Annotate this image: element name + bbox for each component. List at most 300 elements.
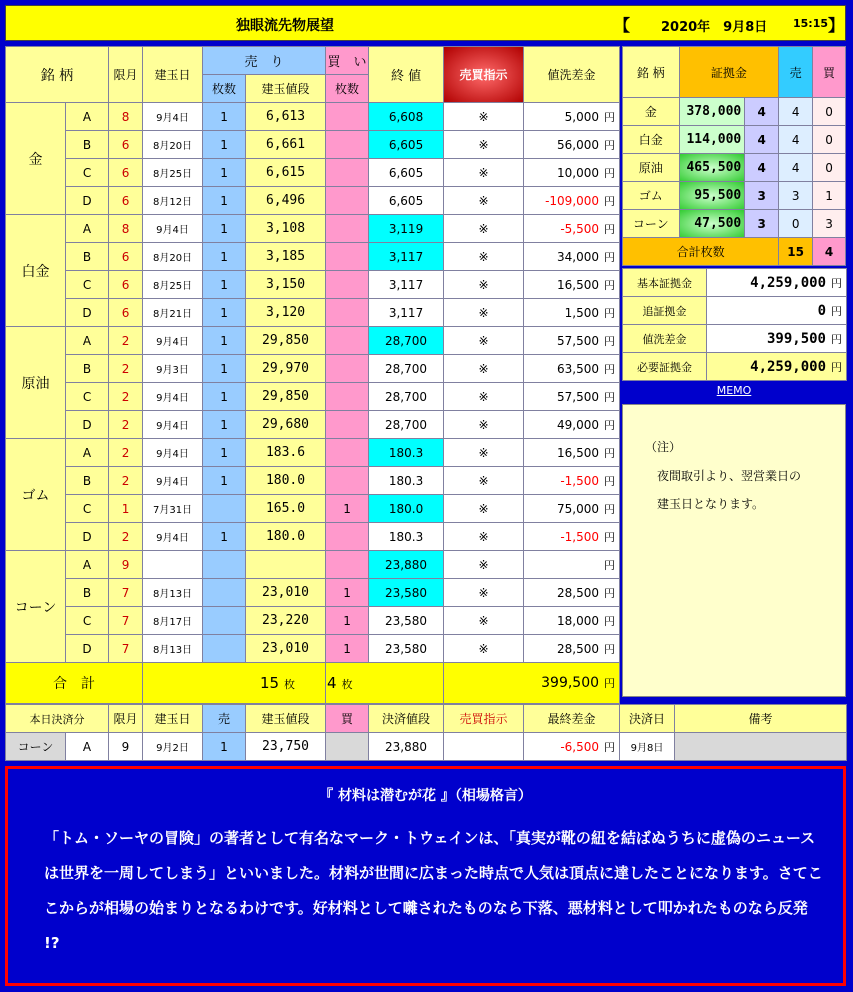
sell-qty: 1	[203, 131, 246, 159]
diff-cell	[524, 187, 620, 215]
position-row	[6, 131, 620, 159]
position-row	[6, 355, 620, 383]
margin-qty: 4	[745, 126, 779, 154]
instruction-mark: ※	[444, 271, 524, 299]
diff-value: 63,500	[557, 361, 600, 376]
position-row	[6, 299, 620, 327]
contract-month: 6	[109, 131, 143, 159]
margin-row	[623, 182, 846, 210]
close-price: 180.0	[369, 495, 444, 523]
summary-yen: 円	[831, 276, 842, 290]
buy-qty	[326, 523, 369, 551]
open-date: 9月4日	[143, 439, 203, 467]
close-price: 28,700	[369, 383, 444, 411]
buy-qty	[326, 355, 369, 383]
diff-cell	[524, 131, 620, 159]
diff-cell	[524, 383, 620, 411]
margin-col-sell: 売	[779, 47, 813, 98]
contract-letter: B	[66, 355, 109, 383]
diff-value: 10,000	[557, 165, 600, 180]
summary-value-cell	[707, 297, 847, 325]
margin-col-name: 銘 柄	[623, 47, 680, 98]
instruction-mark: ※	[444, 355, 524, 383]
contract-month: 8	[109, 215, 143, 243]
memo-line-3: 建玉日となります。	[657, 497, 765, 511]
buy-qty: 1	[326, 635, 369, 663]
summary-label: 基本証拠金	[623, 269, 707, 297]
diff-value: 57,500	[557, 389, 600, 404]
diff-value: 28,500	[557, 585, 600, 600]
contract-month: 2	[109, 411, 143, 439]
settled-settle: 23,880	[369, 733, 444, 761]
contract-letter: B	[66, 131, 109, 159]
summary-value: 399,500	[766, 330, 826, 347]
summary-row	[623, 297, 847, 325]
total-buy-unit: 枚	[341, 678, 353, 691]
diff-yen: 円	[604, 334, 616, 348]
instruction-mark: ※	[444, 467, 524, 495]
close-price: 3,117	[369, 243, 444, 271]
margin-col-amount: 証拠金	[679, 47, 779, 98]
diff-cell	[524, 551, 620, 579]
sell-qty	[203, 495, 246, 523]
open-date: 8月20日	[143, 131, 203, 159]
diff-value: 56,000	[557, 137, 600, 152]
contract-letter: B	[66, 579, 109, 607]
open-price: 3,120	[246, 299, 326, 327]
diff-value: -1,500	[560, 529, 600, 544]
diff-yen: 円	[604, 558, 616, 572]
summary-yen: 円	[831, 332, 842, 346]
open-date: 8月12日	[143, 187, 203, 215]
close-price: 3,117	[369, 299, 444, 327]
positions-table	[5, 46, 620, 704]
open-date: 8月25日	[143, 159, 203, 187]
buy-qty: 1	[326, 607, 369, 635]
contract-letter: A	[66, 215, 109, 243]
open-price: 180.0	[246, 467, 326, 495]
diff-cell	[524, 243, 620, 271]
contract-letter: B	[66, 467, 109, 495]
instruction-mark: ※	[444, 579, 524, 607]
summary-value-cell	[707, 269, 847, 297]
summary-row	[623, 269, 847, 297]
settled-sell: 1	[203, 733, 246, 761]
sell-qty: 1	[203, 439, 246, 467]
date-display: 2020年 9月8日	[661, 20, 768, 35]
contract-month: 2	[109, 383, 143, 411]
buy-qty	[326, 383, 369, 411]
diff-yen: 円	[604, 614, 616, 628]
contract-letter: D	[66, 299, 109, 327]
settled-col-sell: 売	[203, 705, 246, 733]
diff-value: -5,500	[560, 221, 600, 236]
contract-letter: A	[66, 103, 109, 131]
buy-qty	[326, 299, 369, 327]
total-diff-yen: 円	[604, 677, 616, 690]
close-price: 180.3	[369, 467, 444, 495]
summary-yen: 円	[831, 304, 842, 318]
position-row	[6, 607, 620, 635]
instruction-mark: ※	[444, 383, 524, 411]
diff-yen: 円	[604, 138, 616, 152]
diff-yen: 円	[604, 278, 616, 292]
total-sell-qty: 15	[259, 674, 280, 692]
open-price: 29,970	[246, 355, 326, 383]
diff-yen: 円	[604, 446, 616, 460]
open-date: 8月17日	[143, 607, 203, 635]
diff-value: 49,000	[557, 417, 600, 432]
col-sell-qty: 枚数	[203, 75, 246, 103]
buy-qty	[326, 327, 369, 355]
margin-buy: 3	[813, 210, 846, 238]
summary-label: 値洗差金	[623, 325, 707, 353]
contract-month: 6	[109, 243, 143, 271]
contract-letter: B	[66, 243, 109, 271]
open-price: 183.6	[246, 439, 326, 467]
buy-qty	[326, 215, 369, 243]
margin-name: ゴム	[623, 182, 680, 210]
sell-qty: 1	[203, 299, 246, 327]
position-row	[6, 439, 620, 467]
group-name: 原油	[6, 327, 66, 439]
settled-month: 9	[109, 733, 143, 761]
margin-qty: 3	[745, 182, 779, 210]
margin-amount: 114,000	[679, 126, 745, 154]
total-diff-value: 399,500	[541, 675, 600, 691]
buy-qty	[326, 551, 369, 579]
total-label: 合 計	[6, 663, 143, 704]
diff-yen: 円	[604, 166, 616, 180]
open-price: 3,185	[246, 243, 326, 271]
date-open-bracket: 【	[614, 16, 631, 35]
settled-note	[675, 733, 847, 761]
margin-sell: 3	[779, 182, 813, 210]
margin-sell: 0	[779, 210, 813, 238]
margin-qty: 3	[745, 210, 779, 238]
contract-month: 2	[109, 439, 143, 467]
open-date: 9月4日	[143, 103, 203, 131]
memo-title[interactable]: MEMO	[716, 384, 752, 397]
close-price: 23,880	[369, 551, 444, 579]
diff-cell	[524, 579, 620, 607]
diff-cell	[524, 411, 620, 439]
margin-total-sell: 15	[779, 238, 813, 266]
settled-col-date: 建玉日	[143, 705, 203, 733]
sell-qty: 1	[203, 243, 246, 271]
margin-buy: 1	[813, 182, 846, 210]
contract-letter: A	[66, 327, 109, 355]
close-price: 6,605	[369, 131, 444, 159]
close-price: 6,608	[369, 103, 444, 131]
sell-qty: 1	[203, 411, 246, 439]
col-close: 終 値	[369, 47, 444, 103]
position-row	[6, 271, 620, 299]
close-price: 6,605	[369, 159, 444, 187]
title-bar	[5, 5, 846, 41]
contract-letter: D	[66, 411, 109, 439]
open-date	[143, 551, 203, 579]
diff-cell	[524, 439, 620, 467]
settled-table	[5, 704, 847, 761]
contract-letter: D	[66, 523, 109, 551]
close-price: 23,580	[369, 579, 444, 607]
diff-cell	[524, 635, 620, 663]
contract-month: 8	[109, 103, 143, 131]
close-price: 23,580	[369, 635, 444, 663]
contract-month: 2	[109, 523, 143, 551]
open-price: 3,108	[246, 215, 326, 243]
settled-col-label: 本日決済分	[6, 705, 109, 733]
margin-name: 原油	[623, 154, 680, 182]
settled-price: 23,750	[246, 733, 326, 761]
summary-value: 0	[817, 302, 826, 319]
open-date: 8月25日	[143, 271, 203, 299]
position-row	[6, 411, 620, 439]
open-price: 29,850	[246, 383, 326, 411]
time-display: 15:15	[793, 17, 829, 30]
margin-sell: 4	[779, 154, 813, 182]
diff-yen: 円	[604, 502, 616, 516]
diff-value: 75,000	[557, 501, 600, 516]
diff-value: 28,500	[557, 641, 600, 656]
group-name: ゴム	[6, 439, 66, 551]
contract-month: 1	[109, 495, 143, 523]
col-buy-qty: 枚数	[326, 75, 369, 103]
settled-diff: -6,500	[560, 739, 599, 754]
margin-row	[623, 126, 846, 154]
contract-letter: C	[66, 159, 109, 187]
close-price: 180.3	[369, 439, 444, 467]
sell-qty: 1	[203, 103, 246, 131]
diff-yen: 円	[604, 474, 616, 488]
sell-qty: 1	[203, 383, 246, 411]
margin-amount: 47,500	[679, 210, 745, 238]
group-name: コーン	[6, 551, 66, 663]
col-sell: 売 り	[203, 47, 326, 75]
close-price: 3,117	[369, 271, 444, 299]
contract-letter: D	[66, 635, 109, 663]
instruction-mark: ※	[444, 607, 524, 635]
settled-instruction: 23,630	[444, 733, 524, 761]
instruction-mark: ※	[444, 327, 524, 355]
total-diff	[444, 663, 620, 704]
open-price	[246, 551, 326, 579]
diff-yen: 円	[604, 642, 616, 656]
buy-qty: 1	[326, 495, 369, 523]
buy-qty	[326, 159, 369, 187]
diff-cell	[524, 159, 620, 187]
settled-name: コーン	[6, 733, 66, 761]
settled-col-settle: 決済値段	[369, 705, 444, 733]
settled-col-note: 備考	[675, 705, 847, 733]
date-close-bracket: 】	[828, 16, 845, 35]
settled-col-price: 建玉値段	[246, 705, 326, 733]
contract-month: 2	[109, 467, 143, 495]
diff-yen: 円	[604, 306, 616, 320]
diff-cell	[524, 271, 620, 299]
diff-value: 57,500	[557, 333, 600, 348]
total-buy-qty: 4	[327, 674, 337, 692]
summary-value-cell	[707, 325, 847, 353]
summary-label: 必要証拠金	[623, 353, 707, 381]
sell-qty: 1	[203, 523, 246, 551]
margin-qty: 4	[745, 154, 779, 182]
contract-month: 6	[109, 299, 143, 327]
open-price: 29,680	[246, 411, 326, 439]
summary-yen: 円	[831, 360, 842, 374]
open-date: 9月4日	[143, 411, 203, 439]
open-date: 9月3日	[143, 355, 203, 383]
position-row	[6, 467, 620, 495]
open-date: 9月4日	[143, 383, 203, 411]
open-price: 6,615	[246, 159, 326, 187]
group-name: 白金	[6, 215, 66, 327]
sell-qty: 1	[203, 215, 246, 243]
memo-panel	[622, 404, 846, 697]
diff-value: 18,000	[557, 613, 600, 628]
close-price: 23,580	[369, 607, 444, 635]
open-date: 8月21日	[143, 299, 203, 327]
diff-yen: 円	[604, 362, 616, 376]
sell-qty	[203, 635, 246, 663]
open-price: 23,010	[246, 579, 326, 607]
margin-name: コーン	[623, 210, 680, 238]
sell-qty: 1	[203, 271, 246, 299]
instruction-mark: ※	[444, 243, 524, 271]
diff-cell	[524, 523, 620, 551]
settled-sdate: 9月8日	[620, 733, 675, 761]
summary-row	[623, 325, 847, 353]
buy-qty	[326, 271, 369, 299]
contract-month: 6	[109, 159, 143, 187]
buy-qty	[326, 439, 369, 467]
open-price: 23,010	[246, 635, 326, 663]
instruction-mark: ※	[444, 187, 524, 215]
close-price: 3,119	[369, 215, 444, 243]
margin-buy: 0	[813, 98, 846, 126]
position-row	[6, 103, 620, 131]
diff-yen: 円	[604, 194, 616, 208]
instruction-mark: ※	[444, 635, 524, 663]
contract-letter: C	[66, 383, 109, 411]
diff-yen: 円	[604, 250, 616, 264]
open-price: 29,850	[246, 327, 326, 355]
contract-letter: C	[66, 271, 109, 299]
diff-cell	[524, 467, 620, 495]
instruction-mark: ※	[444, 495, 524, 523]
position-row	[6, 159, 620, 187]
settled-date: 9月2日	[143, 733, 203, 761]
col-open-date: 建玉日	[143, 47, 203, 103]
contract-month: 9	[109, 551, 143, 579]
close-price: 28,700	[369, 355, 444, 383]
open-date: 9月4日	[143, 215, 203, 243]
summary-table	[622, 268, 847, 381]
diff-cell	[524, 103, 620, 131]
instruction-mark: ※	[444, 551, 524, 579]
position-row	[6, 579, 620, 607]
col-open-price: 建玉値段	[246, 75, 326, 103]
open-price: 6,496	[246, 187, 326, 215]
sell-qty: 1	[203, 355, 246, 383]
diff-cell	[524, 495, 620, 523]
sell-qty	[203, 579, 246, 607]
buy-qty	[326, 187, 369, 215]
margin-buy: 0	[813, 126, 846, 154]
contract-letter: A	[66, 551, 109, 579]
contract-month: 6	[109, 187, 143, 215]
summary-row	[623, 353, 847, 381]
margin-total-buy: 4	[813, 238, 846, 266]
diff-yen: 円	[604, 418, 616, 432]
contract-month: 6	[109, 271, 143, 299]
position-row	[6, 187, 620, 215]
total-sell-unit: 枚	[284, 678, 296, 691]
contract-letter: A	[66, 439, 109, 467]
open-date: 8月13日	[143, 579, 203, 607]
contract-letter: D	[66, 187, 109, 215]
margin-sell: 4	[779, 126, 813, 154]
position-row	[6, 327, 620, 355]
diff-cell	[524, 355, 620, 383]
col-buy: 買 い	[326, 47, 369, 75]
instruction-mark: ※	[444, 159, 524, 187]
diff-value: -1,500	[560, 473, 600, 488]
margin-buy: 0	[813, 154, 846, 182]
sell-qty: 1	[203, 327, 246, 355]
summary-value-cell	[707, 353, 847, 381]
contract-letter: C	[66, 495, 109, 523]
open-price: 6,661	[246, 131, 326, 159]
margin-qty: 4	[745, 98, 779, 126]
col-name: 銘 柄	[6, 47, 109, 103]
diff-yen: 円	[604, 110, 616, 124]
open-date: 9月4日	[143, 467, 203, 495]
position-row	[6, 495, 620, 523]
diff-value: 5,000	[564, 109, 600, 124]
position-row	[6, 523, 620, 551]
col-month: 限月	[109, 47, 143, 103]
instruction-mark: ※	[444, 215, 524, 243]
instruction-mark: ※	[444, 299, 524, 327]
instruction-mark: ※	[444, 439, 524, 467]
diff-yen: 円	[604, 586, 616, 600]
instruction-mark: ※	[444, 523, 524, 551]
summary-value: 4,259,000	[750, 274, 826, 291]
buy-qty	[326, 467, 369, 495]
sell-qty	[203, 551, 246, 579]
memo-line-1: （注）	[645, 440, 682, 454]
diff-yen: 円	[604, 390, 616, 404]
settled-col-instruction: 売買指示	[444, 705, 524, 733]
diff-cell	[524, 327, 620, 355]
diff-cell	[524, 215, 620, 243]
position-row	[6, 243, 620, 271]
memo-line-2: 夜間取引より、翌営業日の	[657, 469, 802, 483]
close-price: 180.3	[369, 523, 444, 551]
diff-yen: 円	[604, 530, 616, 544]
col-instruction: 売買指示	[444, 47, 524, 103]
margin-row	[623, 210, 846, 238]
col-diff: 値洗差金	[524, 47, 620, 103]
sell-qty: 1	[203, 467, 246, 495]
buy-qty: 1	[326, 579, 369, 607]
open-price: 180.0	[246, 523, 326, 551]
buy-qty	[326, 131, 369, 159]
page-title: 独眼流先物展望	[236, 18, 334, 34]
margin-amount: 95,500	[679, 182, 745, 210]
